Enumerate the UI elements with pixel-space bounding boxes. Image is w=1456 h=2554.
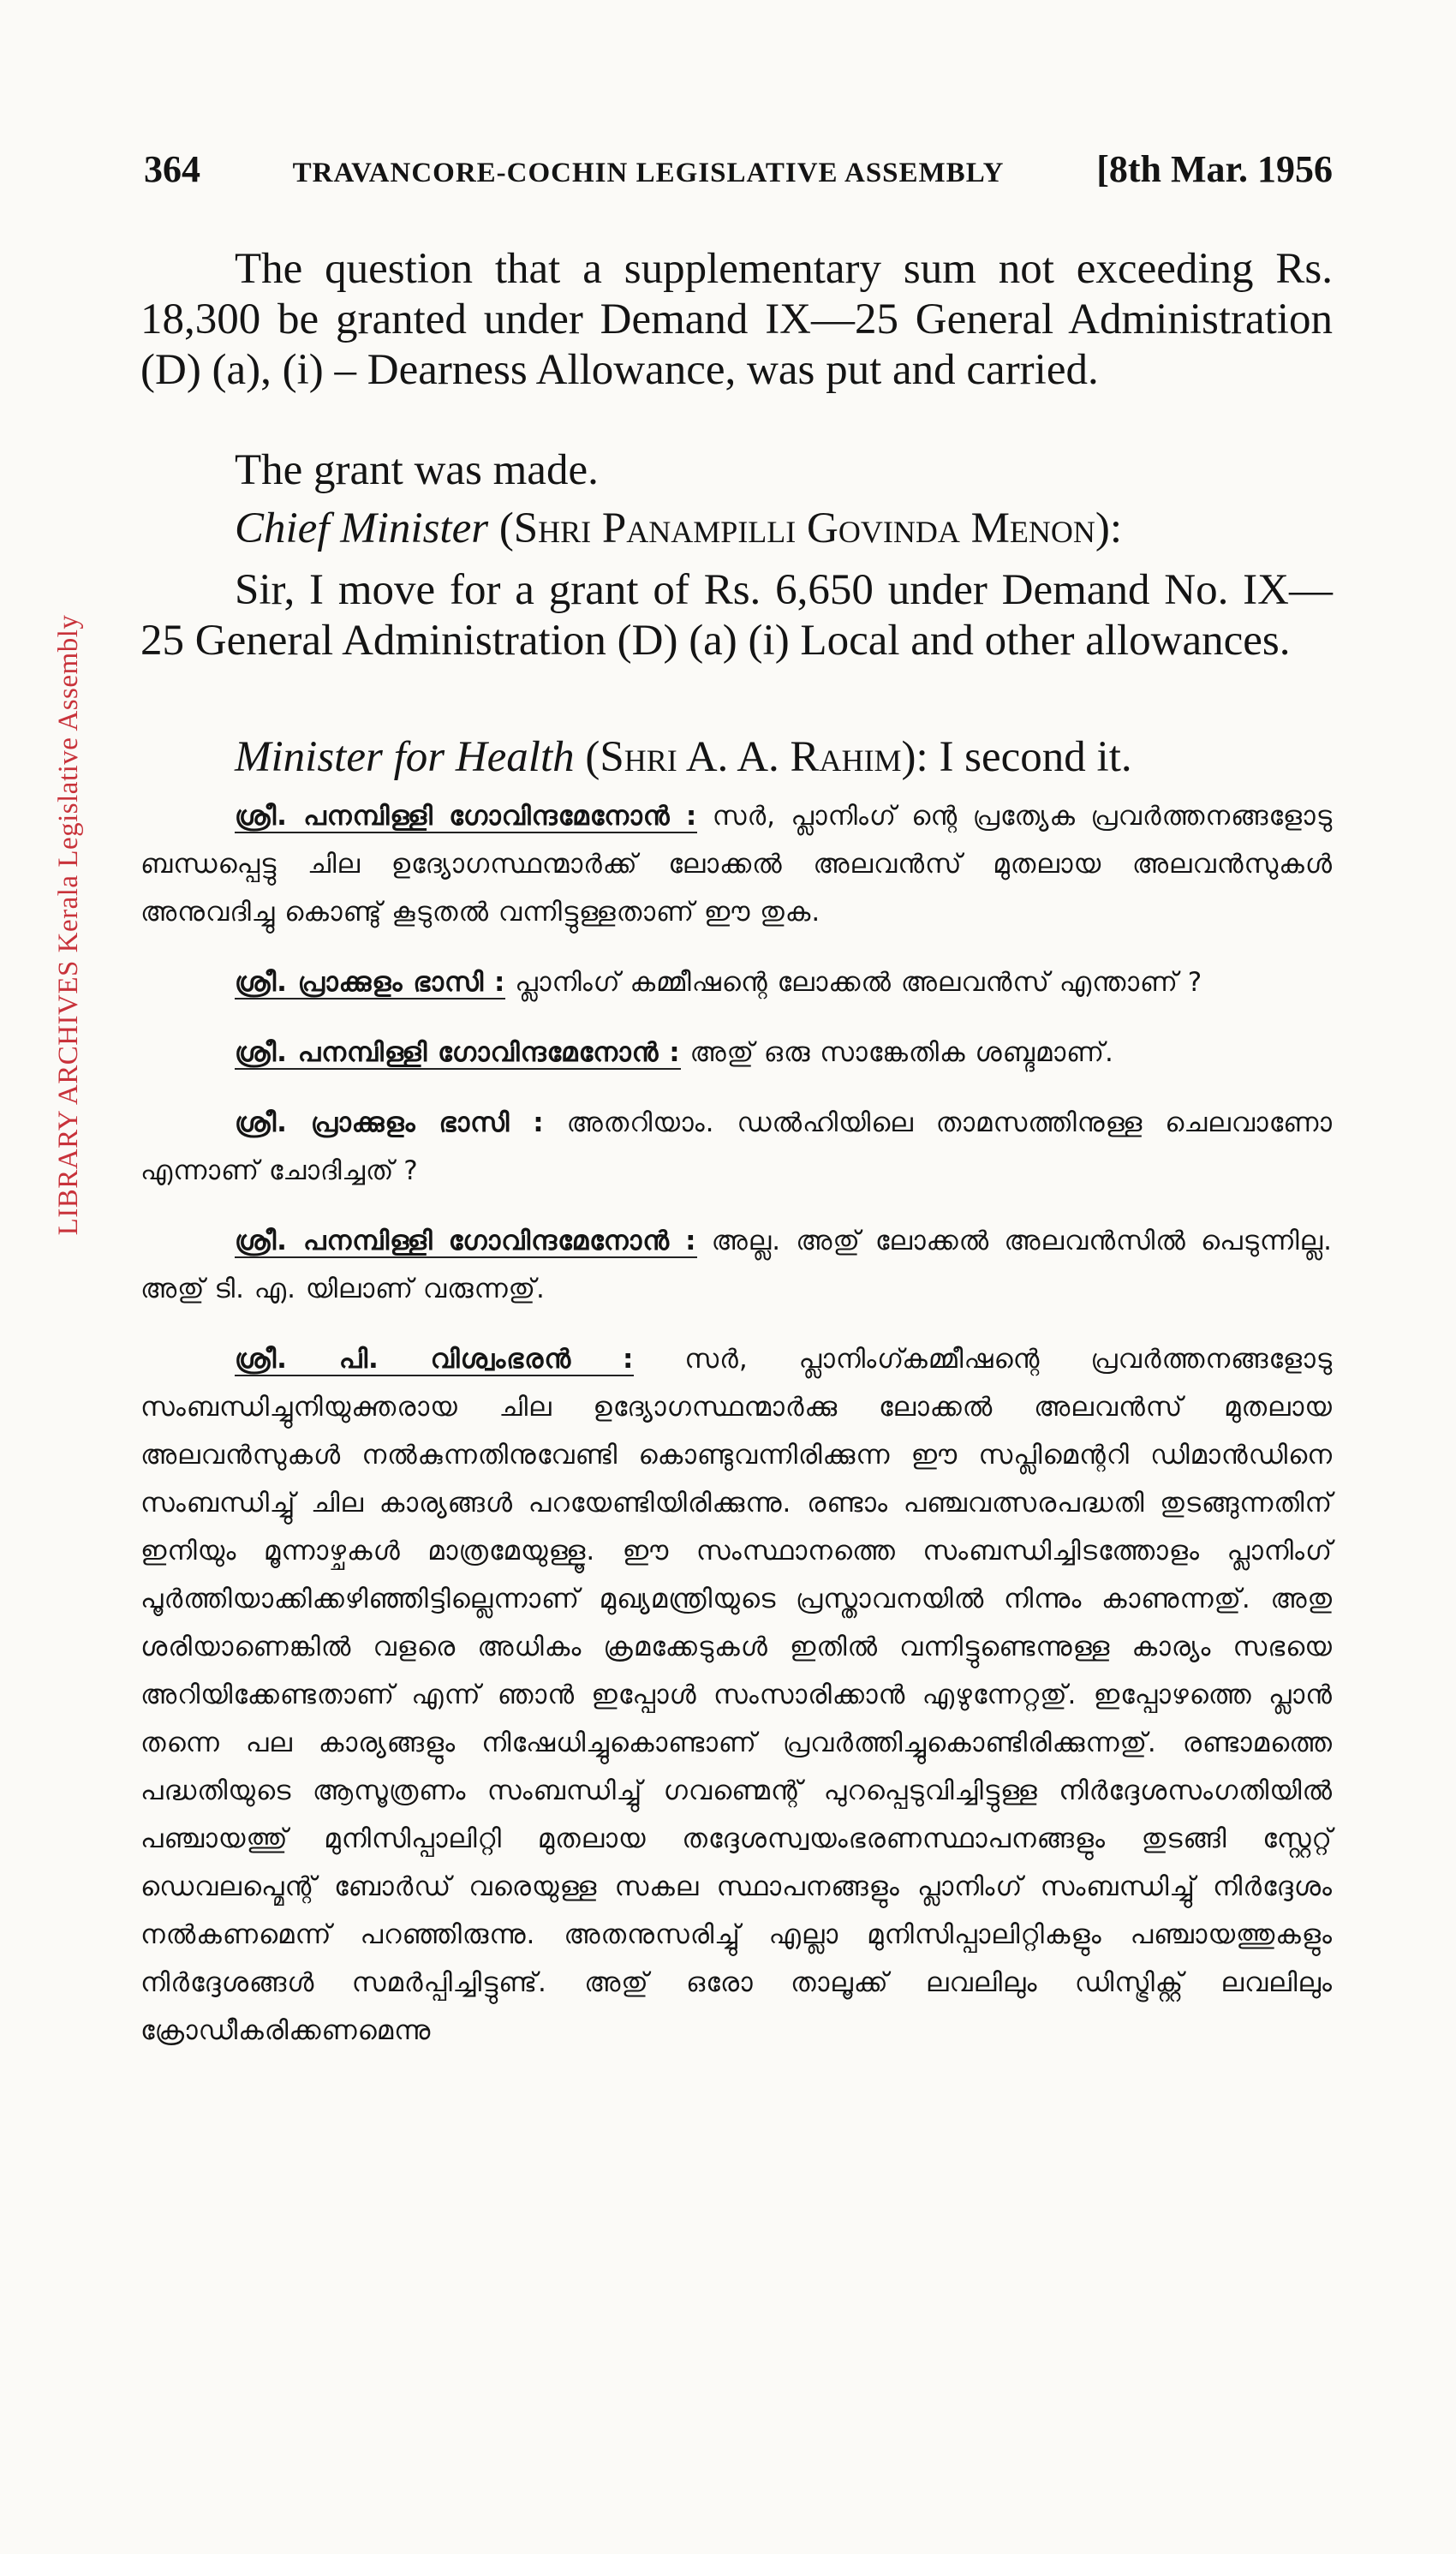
debate-turn bbox=[140, 792, 1333, 936]
speaker-title: Chief Minister bbox=[235, 504, 489, 552]
malayalam-debate bbox=[140, 792, 1333, 2055]
speaker-name: (Shri A. A. Rahim): bbox=[585, 733, 928, 781]
paragraph-text: The grant was made. bbox=[235, 446, 599, 494]
archive-watermark bbox=[53, 614, 87, 1236]
debate-text: അതറിയാം. ഡൽഹിയിലെ താമസത്തിനുള്ള ചെലവാണോ എന്നാണ് ചോദിച്ചത് ? bbox=[140, 1107, 1333, 1186]
debate-turn bbox=[140, 1099, 1333, 1195]
watermark-text: LIBRARY ARCHIVES Kerala Legislative Assembly bbox=[53, 614, 84, 1236]
paragraph-motion bbox=[140, 565, 1333, 666]
debate-turn bbox=[140, 1029, 1333, 1077]
debate-text: സർ, പ്ലാനിംഗ്കമ്മീഷന്റെ പ്രവർത്തനങ്ങളോടു സംബന്ധിച്ചുനിയുക്തരായ ചില ഉദ്യോഗസ്ഥന്മാർക്കു ലോക്കൽ അലവൻസ് മുതലായ അലവൻസുകൾ നൽകുന്നതിനുവേണ്ടി കൊണ്ടുവന്നിരിക്കുന്ന ഈ സപ്ലിമെന്ററി ഡിമാൻഡിനെ സംബന്ധിച്ചു് ചില കാര്യങ്ങൾ പറയേണ്ടിയിരിക്കുന്നു. രണ്ടാം പഞ്ചവത്സരപദ്ധതി തുടങ്ങുന്നതിന് ഇനിയും മൂന്നാഴ്ചകൾ മാത്രമേയുള്ളൂ. ഈ സംസ്ഥാനത്തെ സംബന്ധിച്ചിടത്തോളം പ്ലാനിംഗ് പൂർത്തിയാക്കിക്കഴിഞ്ഞിട്ടില്ലെന്നാണ് മുഖ്യമന്ത്രിയുടെ പ്രസ്താവനയിൽ നിന്നും കാണുന്നതു്. അതു ശരിയാണെങ്കിൽ വളരെ അധികം ക്രമക്കേടുകൾ ഇതിൽ വന്നിട്ടുണ്ടെന്നുള്ള കാര്യം സഭയെ അറിയിക്കേണ്ടതാണ് എന്ന് ഞാൻ ഇപ്പോൾ സംസാരിക്കാൻ എഴുന്നേറ്റതു്. ഇപ്പോഴത്തെ പ്ലാൻ തന്നെ പല കാര്യങ്ങളും നിഷേധിച്ചുകൊണ്ടാണ് പ്രവർത്തിച്ചുകൊണ്ടിരിക്കുന്നതു്. രണ്ടാമത്തെ പദ്ധതിയുടെ ആസൂത്രണം സംബന്ധിച്ചു് ഗവണ്മെന്റ് പുറപ്പെടുവിച്ചിട്ടുള്ള നിർദ്ദേശസംഗതിയിൽ പഞ്ചായത്തു് മുനിസിപ്പാലിറ്റി മുതലായ തദ്ദേശസ്വയംഭരണസ്ഥാപനങ്ങളും തുടങ്ങി സ്റ്റേറ്റ് ഡെവലപ്മെന്റ് ബോർഡ് വരെയുള്ള സകല സ്ഥാപനങ്ങളും പ്ലാനിംഗ് സംബന്ധിച്ചു് നിർദ്ദേശം നൽകണമെന്ന് പറഞ്ഞിരുന്നു. അതനുസരിച്ചു് എല്ലാ മുനിസിപ്പാലിറ്റികളും പഞ്ചായത്തുകളും നിർദ്ദേശങ്ങൾ സമർപ്പിച്ചിട്ടുണ്ട്. അതു് ഒരോ താലൂക്ക് ലവലിലും ഡിസ്ട്രിക്റ്റ് ലവലിലും ക്രോഡീകരിക്കണമെന്നു bbox=[140, 1344, 1334, 2046]
speaker-text: I second it. bbox=[939, 733, 1132, 781]
debate-text: അല്ല. അതു് ലോക്കൽ അലവൻസിൽ പെടുന്നില്ല. അതു് ടി. എ. യിലാണ് വരുന്നതു്. bbox=[140, 1226, 1334, 1304]
debate-turn bbox=[140, 958, 1333, 1006]
debate-turn bbox=[140, 1217, 1333, 1313]
debate-speaker: ശ്രീ. പനമ്പിള്ളി ഗോവിന്ദമേനോൻ : bbox=[235, 1226, 697, 1256]
speaker-title: Minister for Health bbox=[235, 733, 575, 781]
running-header bbox=[144, 147, 1333, 191]
page-number: 364 bbox=[144, 148, 200, 190]
speaker-line-health-minister bbox=[140, 732, 1333, 783]
speaker-name: (Shri Panampilli Govinda Menon): bbox=[498, 504, 1123, 552]
debate-turn bbox=[140, 1335, 1333, 2055]
header-title: TRAVANCORE-COCHIN LEGISLATIVE ASSEMBLY bbox=[292, 158, 1005, 188]
paragraph-grant-made bbox=[140, 445, 1333, 496]
speaker-line-chief-minister bbox=[140, 504, 1333, 554]
debate-text: സർ, പ്ലാനിംഗ് ന്റെ പ്രത്യേക പ്രവർത്തനങ്ങളോടു ബന്ധപ്പെട്ടു ചില ഉദ്യോഗസ്ഥന്മാർക്ക് ലോക്കൽ അലവൻസ് മുതലായ അലവൻസുകൾ അനുവദിച്ചു കൊണ്ടു് കൂടുതൽ വന്നിട്ടുള്ളതാണ് ഈ തുക. bbox=[140, 801, 1334, 928]
paragraph-text: Sir, I move for a grant of Rs. 6,650 under Demand No. IX—25 General Administration (D) (a) (i) Local and other allowances. bbox=[140, 566, 1333, 665]
debate-speaker: ശ്രീ. പ്രാക്കുളം ഭാസി : bbox=[235, 1107, 545, 1138]
debate-speaker: ശ്രീ. പനമ്പിള്ളി ഗോവിന്ദമേനോൻ : bbox=[235, 1037, 681, 1068]
paragraph-question-carried bbox=[140, 244, 1333, 396]
debate-text: അതു് ഒരു സാങ്കേതിക ശബ്ദമാണ്. bbox=[689, 1037, 1114, 1068]
paragraph-text: The question that a supplementary sum not exceeding Rs. 18,300 be granted under Demand IX—25 General Administration (D) (a), (i) – Dearness Allowance, was put and carried. bbox=[140, 245, 1333, 394]
debate-speaker: ശ്രീ. പനമ്പിള്ളി ഗോവിന്ദമേനോൻ : bbox=[235, 801, 698, 832]
debate-speaker: ശ്രീ. പ്രാക്കുളം ഭാസി : bbox=[235, 967, 506, 998]
debate-speaker: ശ്രീ. പി. വിശ്വംഭരൻ : bbox=[235, 1344, 635, 1375]
debate-text: പ്ലാനിംഗ് കമ്മീഷന്റെ ലോക്കൽ അലവൻസ് എന്താണ് ? bbox=[515, 967, 1203, 998]
header-date: [8th Mar. 1956 bbox=[1096, 148, 1333, 190]
